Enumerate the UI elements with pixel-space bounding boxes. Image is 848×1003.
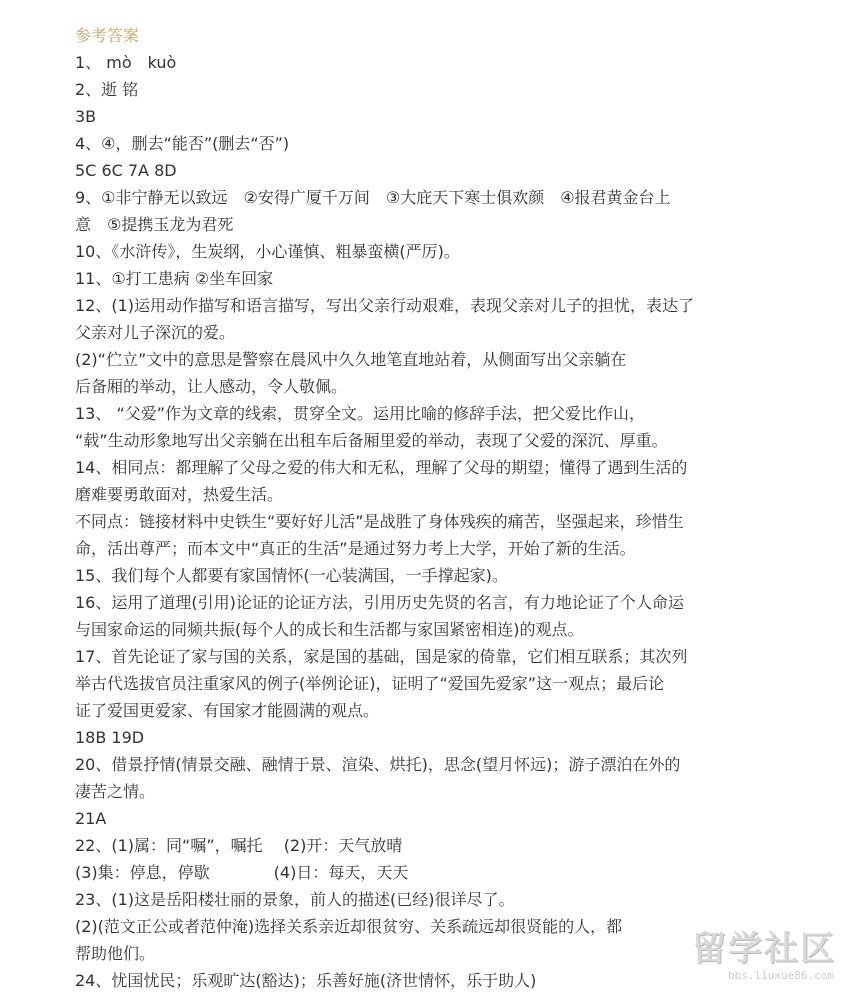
answer-line: 15、我们每个人都要有家国情怀(一心装满国，一手撑起家)。 — [75, 566, 508, 585]
document-title: 参考答案 — [75, 26, 140, 45]
watermark-url: bbs.liuxue86.com — [728, 969, 834, 982]
answer-line: (2)“伫立”文中的意思是警察在晨风中久久地笔直地站着，从侧面写出父亲躺在 — [75, 350, 627, 369]
answer-line: 22、(1)属：同“嘱”，嘱托 (2)开：天气放晴 — [75, 836, 403, 855]
answer-line: 父亲对儿子深沉的爱。 — [75, 323, 236, 342]
answer-line: 24、忧国忧民；乐观旷达(豁达)；乐善好施(济世情怀，乐于助人) — [75, 971, 537, 990]
answer-line: (2)(范文正公或者范仲淹)选择关系亲近却很贫穷、关系疏远却很贤能的人，都 — [75, 917, 623, 936]
answer-line: 意 ⑤提携玉龙为君死 — [75, 215, 234, 234]
site-watermark — [676, 929, 836, 985]
answer-line: “载”生动形象地写出父亲躺在出租车后备厢里爱的举动，表现了父爱的深沉、厚重。 — [75, 431, 668, 450]
answer-line: 11、①打工患病 ②坐车回家 — [75, 269, 274, 288]
answer-line: 磨难要勇敢面对，热爱生活。 — [75, 485, 284, 504]
answer-line: 4、④，删去“能否”(删去“否”) — [75, 134, 290, 153]
answer-line: (3)集：停息，停歇 (4)日：每天，天天 — [75, 863, 409, 882]
answer-line: 凄苦之情。 — [75, 782, 156, 801]
answer-line: 10、《水浒传》，生炭纲，小心谨慎、粗暴蛮横(严厉)。 — [75, 242, 460, 261]
answer-line: 3B — [75, 107, 97, 126]
answer-line: 14、相同点：都理解了父母之爱的伟大和无私，理解了父母的期望；懂得了遇到生活的 — [75, 458, 688, 477]
answer-line: 16、运用了道理(引用)论证的论证方法，引用历史先贤的名言，有力地论证了个人命运 — [75, 593, 684, 612]
answer-line: 帮助他们。 — [75, 944, 156, 963]
answer-lines — [75, 49, 765, 994]
answer-line: 后备厢的举动，让人感动，令人敬佩。 — [75, 377, 348, 396]
answer-line: 举古代选拔官员注重家风的例子(举例论证)，证明了“爱国先爱家”这一观点；最后论 — [75, 674, 665, 693]
answer-line: 5C 6C 7A 8D — [75, 161, 177, 180]
answer-line: 23、(1)这是岳阳楼壮丽的景象，前人的描述(已经)很详尽了。 — [75, 890, 515, 909]
answer-line: 20、借景抒情(情景交融、融情于景、渲染、烘托)，思念(望月怀远)；游子漂泊在外的 — [75, 755, 681, 774]
answer-line: 不同点：链接材料中史铁生“要好好儿活”是战胜了身体残疾的痛苦，坚强起来，珍惜生 — [75, 512, 684, 531]
answer-line: 2、逝 铭 — [75, 80, 139, 99]
answer-document — [75, 22, 765, 994]
answer-line: 13、 “父爱”作为文章的线索，贯穿全文。运用比喻的修辞手法，把父爱比作山， — [75, 404, 646, 423]
watermark-brand: 留学社区 — [692, 929, 836, 969]
answer-line: 18B 19D — [75, 728, 145, 747]
answer-line: 命，活出尊严；而本文中“真正的生活”是通过努力考上大学，开始了新的生活。 — [75, 539, 636, 558]
answer-line: 1、 mò kuò — [75, 53, 177, 72]
answer-line: 21A — [75, 809, 107, 828]
answer-line: 证了爱国更爱家、有国家才能圆满的观点。 — [75, 701, 380, 720]
answer-line: 17、首先论证了家与国的关系，家是国的基础，国是家的倚靠，它们相互联系；其次列 — [75, 647, 688, 666]
answer-line: 与国家命运的同频共振(每个人的成长和生活都与家国紧密相连)的观点。 — [75, 620, 584, 639]
answer-line: 9、①非宁静无以致远 ②安得广厦千万间 ③大庇天下寒士俱欢颜 ④报君黄金台上 — [75, 188, 671, 207]
answer-line: 12、(1)运用动作描写和语言描写，写出父亲行动艰难，表现父亲对儿子的担忧，表达了 — [75, 296, 695, 315]
